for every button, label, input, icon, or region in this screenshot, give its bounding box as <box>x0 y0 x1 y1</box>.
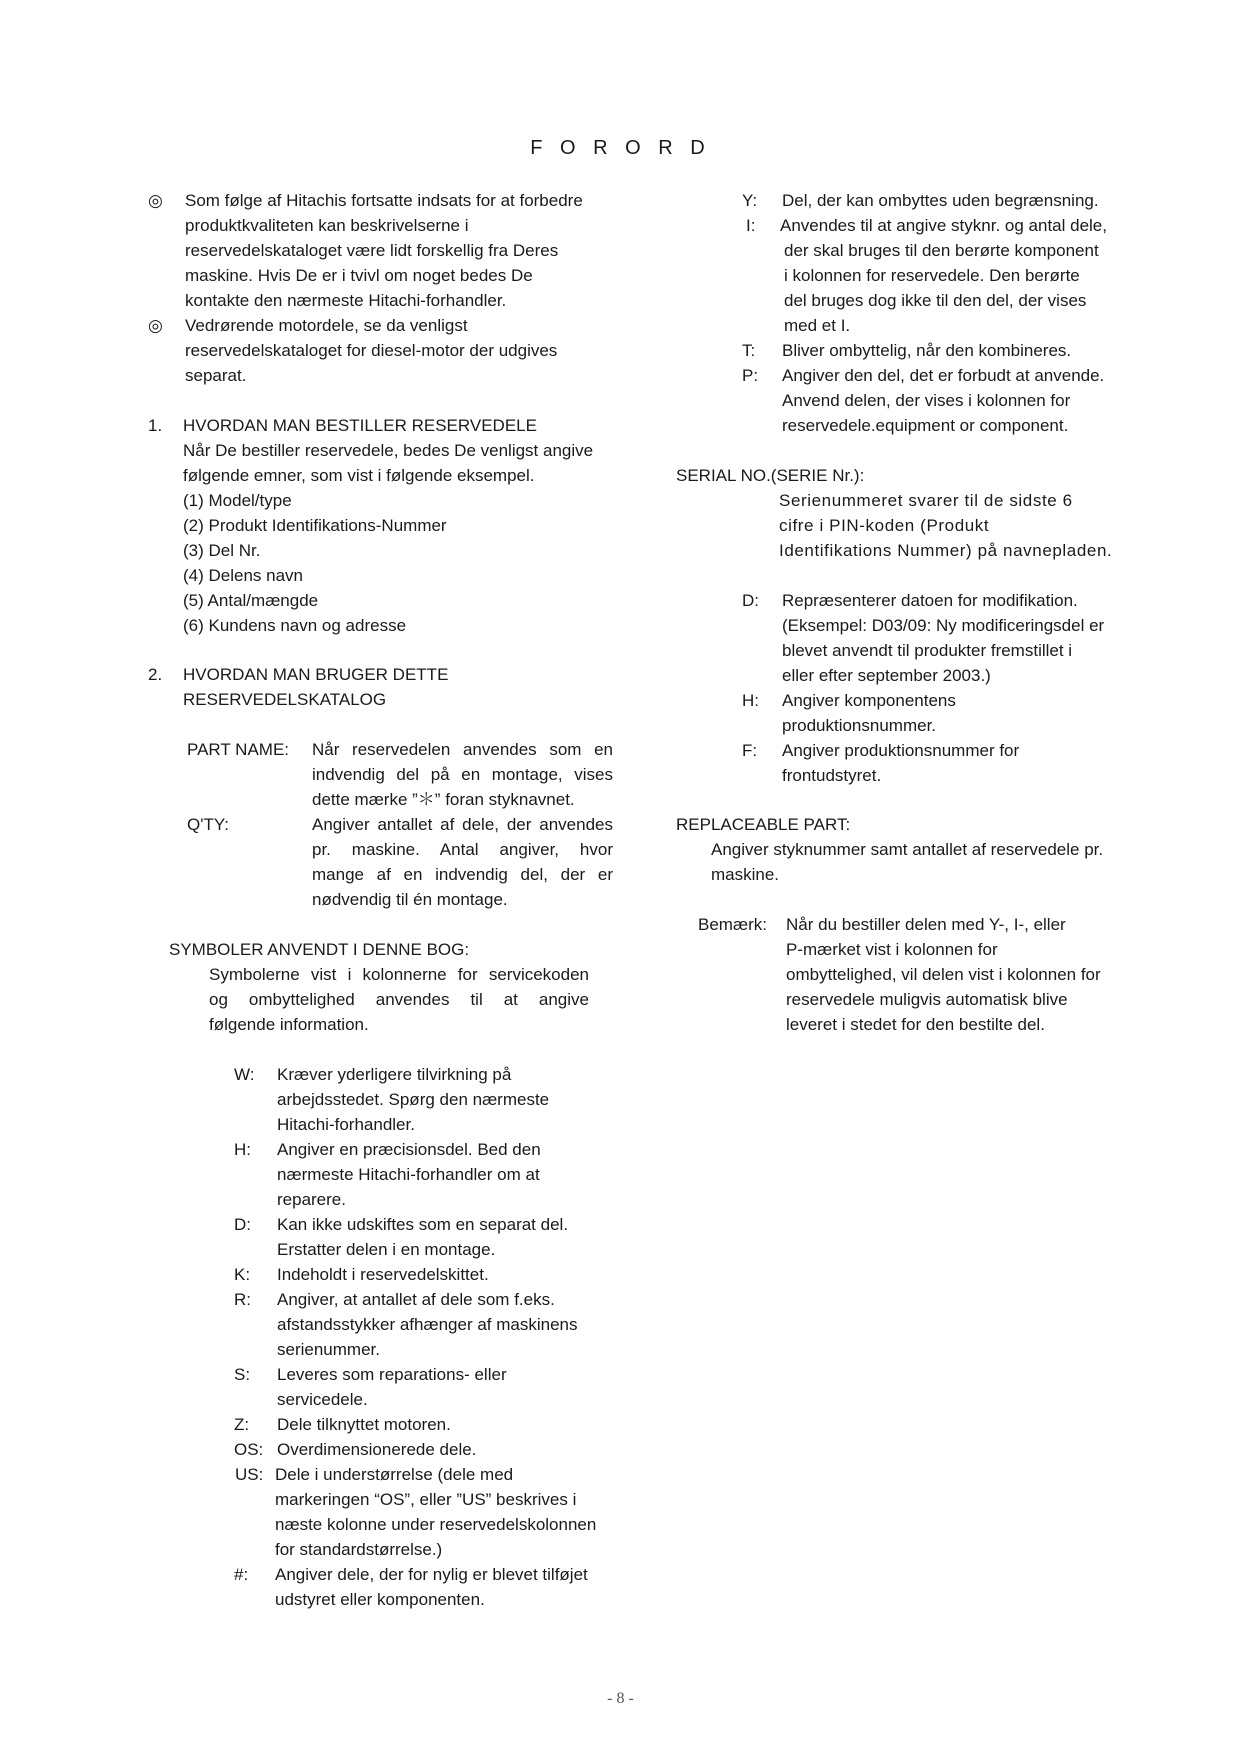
interchange-description: Anvendes til at angive styknr. og antal dele, der skal bruges til den berørte komponent i kolonnen for reservedele. Den berørte del bruges dog ikke til den del, der vises med et I. <box>780 216 1107 335</box>
symbol-description: Leveres som reparations- eller servicedele. <box>277 1365 507 1409</box>
bullet-icon: ◎ <box>148 191 163 210</box>
section-number: 1. <box>148 416 163 435</box>
list-item: (5) Antal/mængde <box>183 591 319 610</box>
symbol-code: W: <box>234 1065 255 1084</box>
qty-text: Angiver antallet af dele, der anvendes pr. maskine. Antal angiver, hvor mange af en indvendig del, der er nødvendig til én montage. <box>312 815 613 909</box>
replaceable-text: Angiver styknummer samt antallet af reservedele pr. maskine. <box>711 840 1104 884</box>
symbol-code: D: <box>234 1215 251 1234</box>
serial-heading: SERIAL NO.(SERIE Nr.): <box>676 466 865 485</box>
symbol-code: S: <box>234 1365 251 1384</box>
qty-label: Q'TY: <box>187 815 229 834</box>
part-name-label: PART NAME: <box>187 740 290 759</box>
interchange-description: Del, der kan ombyttes uden begrænsning. <box>782 191 1099 210</box>
symbol-description: Kræver yderligere tilvirkning på arbejdsstedet. Spørg den nærmeste Hitachi-forhandler. <box>277 1065 550 1134</box>
symbol-code: OS: <box>234 1440 264 1459</box>
interchange-description: Angiver den del, det er forbudt at anvende. Anvend delen, der vises i kolonnen for reservedele.equipment or component. <box>782 366 1105 435</box>
interchange-description: Bliver ombyttelig, når den kombineres. <box>782 341 1072 360</box>
symbol-description: Angiver dele, der for nylig er blevet tilføjet udstyret eller komponenten. <box>275 1565 588 1609</box>
serial-code-description: Angiver produktionsnummer for frontudstyret. <box>782 741 1020 785</box>
serial-code: F: <box>742 741 758 760</box>
list-item: (2) Produkt Identifikations-Nummer <box>183 516 447 535</box>
interchange-code: Y: <box>742 191 758 210</box>
note-label: Bemærk: <box>698 915 767 934</box>
intro-paragraph-1: Som følge af Hitachis fortsatte indsats for at forbedre produktkvaliteten kan beskrivelserne i reservedelskataloget være lidt forskellig fra Deres maskine. Hvis De er i tvivl om noget bedes De kontakte den nærmeste Hitachi-forhandler. <box>185 191 583 310</box>
serial-code: H: <box>742 691 759 710</box>
list-item: (6) Kundens navn og adresse <box>183 616 407 635</box>
part-name-text: Når reservedelen anvendes som en indvendig del på en montage, vises dette mærke ”＊” foran styknavnet. <box>312 740 613 809</box>
symbol-description: Dele i understørrelse (dele med markeringen “OS”, eller ”US” beskrives i næste kolonne under reservedelskolonnen for standardstørrelse.) <box>275 1465 597 1559</box>
list-item: (1) Model/type <box>183 491 292 510</box>
symbol-code: Z: <box>234 1415 250 1434</box>
symbol-description: Overdimensionerede dele. <box>277 1440 477 1459</box>
interchange-code: T: <box>742 341 756 360</box>
symbol-code: H: <box>234 1140 251 1159</box>
serial-text: Serienummeret svarer til de sidste 6 cifre i PIN-koden (Produkt Identifikations Nummer) på navnepladen. <box>779 491 1113 560</box>
symbol-description: Angiver, at antallet af dele som f.eks. afstandsstykker afhænger af maskinens serienummer. <box>277 1290 578 1359</box>
list-item: (3) Del Nr. <box>183 541 261 560</box>
bullet-icon: ◎ <box>148 316 163 335</box>
symbol-description: Angiver en præcisionsdel. Bed den nærmeste Hitachi-forhandler om at reparere. <box>277 1140 541 1209</box>
serial-code-description: Angiver komponentens produktionsnummer. <box>782 691 956 735</box>
note-text: Når du bestiller delen med Y-, I-, eller P-mærket vist i kolonnen for ombyttelighed, vil delen vist i kolonnen for reservedele muligvis automatisk blive leveret i stedet for den bestilte del. <box>786 915 1101 1034</box>
section-1: HVORDAN MAN BESTILLER RESERVEDELE Når De bestiller reservedele, bedes De venligst angive følgende emner, som vist i følgende eksempel. (1) Model/type (2) Produkt Identifikations-Nummer (3) Del Nr. (4) Delens navn (5) Antal/mængde (6) Kundens navn og adresse <box>183 413 593 638</box>
section-number: 2. <box>148 665 163 684</box>
symbols-heading: SYMBOLER ANVENDT I DENNE BOG: <box>169 940 470 959</box>
interchange-code: P: <box>742 366 759 385</box>
section-heading: HVORDAN MAN BESTILLER RESERVEDELE <box>183 416 537 435</box>
serial-code-description: Repræsenterer datoen for modifikation. (Eksempel: D03/09: Ny modificeringsdel er blevet anvendt til produkter fremstillet i eller efter september 2003.) <box>782 591 1105 685</box>
symbol-description: Kan ikke udskiftes som en separat del. Erstatter delen i en montage. <box>277 1215 569 1259</box>
symbol-code: R: <box>234 1290 251 1309</box>
symbols-intro: Symbolerne vist i kolonnerne for servicekoden og ombyttelighed anvendes til at angive følgende information. <box>209 965 589 1034</box>
symbol-code: #: <box>234 1565 249 1584</box>
section-heading: HVORDAN MAN BRUGER DETTE RESERVEDELSKATALOG <box>183 665 449 709</box>
serial-code: D: <box>742 591 759 610</box>
symbol-code: K: <box>234 1265 251 1284</box>
symbol-description: Indeholdt i reservedelskittet. <box>277 1265 489 1284</box>
symbol-code: US: <box>235 1465 264 1484</box>
page-title: F O R O R D <box>530 137 711 159</box>
replaceable-heading: REPLACEABLE PART: <box>676 815 851 834</box>
list-item: (4) Delens navn <box>183 566 304 585</box>
symbol-description: Dele tilknyttet motoren. <box>277 1415 451 1434</box>
page-number: - 8 - <box>607 1690 634 1707</box>
intro-paragraph-2: Vedrørende motordele, se da venligst reservedelskataloget for diesel-motor der udgives separat. <box>185 316 558 385</box>
interchange-code: I: <box>746 216 756 235</box>
